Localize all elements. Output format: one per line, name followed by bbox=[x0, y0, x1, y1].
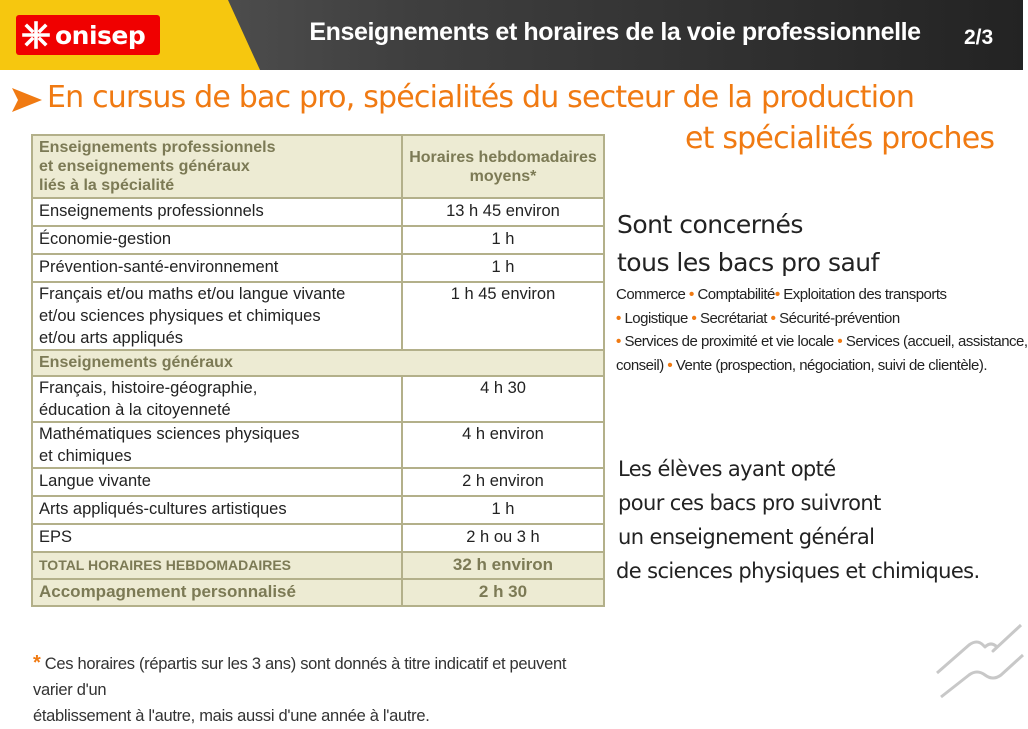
row-hours: 13 h 45 environ bbox=[402, 198, 604, 226]
table-row bbox=[32, 468, 604, 496]
row-label bbox=[32, 422, 402, 468]
label-line: et chimiques bbox=[39, 447, 132, 465]
footnote bbox=[33, 650, 608, 729]
label-line: Français et/ou maths et/ou langue vivante bbox=[39, 285, 346, 303]
table-row bbox=[32, 524, 604, 552]
table-total-row bbox=[32, 552, 604, 579]
section-title-line2: et spécialités proches bbox=[685, 121, 995, 156]
table-row bbox=[32, 226, 604, 254]
eleves-line: de sciences physiques et chimiques. bbox=[616, 559, 980, 583]
bac-item: conseil) bbox=[616, 356, 664, 374]
arrow-right-icon bbox=[12, 88, 42, 112]
label-line: éducation à la citoyenneté bbox=[39, 401, 231, 419]
bac-item: Vente (prospection, négociation, suivi de clientèle). bbox=[675, 356, 988, 374]
row-label: EPS bbox=[32, 524, 402, 552]
accompagnement-hours: 2 h 30 bbox=[402, 579, 604, 606]
bac-item: Secrétariat bbox=[699, 309, 767, 327]
table-row bbox=[32, 198, 604, 226]
footnote-line1: Ces horaires (répartis sur les 3 ans) sont donnés à titre indicatif et peuvent varier d'un bbox=[33, 655, 567, 699]
bullet-icon: • bbox=[689, 286, 694, 303]
table-header-row bbox=[32, 135, 604, 198]
eleves-line: pour ces bacs pro suivront bbox=[618, 491, 881, 515]
bullet-icon: • bbox=[774, 286, 780, 303]
eleves-paragraph bbox=[618, 452, 980, 588]
row-label: Arts appliqués-cultures artistiques bbox=[32, 496, 402, 524]
bullet-icon: • bbox=[616, 309, 621, 327]
row-hours: 1 h 45 environ bbox=[402, 282, 604, 350]
table-subheader-row bbox=[32, 350, 604, 376]
bac-item: Services de proximité et vie locale bbox=[624, 333, 834, 350]
header-bar bbox=[0, 0, 1023, 70]
bullet-icon: • bbox=[837, 333, 843, 350]
row-label: Langue vivante bbox=[32, 468, 402, 496]
bac-item: Sécurité-prévention bbox=[779, 309, 900, 327]
bac-item: Commerce bbox=[616, 286, 686, 303]
bullet-icon: • bbox=[691, 309, 697, 327]
decorative-outline-icon bbox=[925, 615, 1025, 710]
eleves-line: Les élèves ayant opté bbox=[618, 457, 836, 481]
row-hours: 1 h bbox=[402, 254, 604, 282]
bac-list-line bbox=[616, 330, 1026, 354]
onisep-logo bbox=[16, 15, 160, 55]
row-label bbox=[32, 282, 402, 350]
table-row bbox=[32, 422, 604, 468]
table-header-col2 bbox=[402, 135, 604, 198]
table-header-col1 bbox=[32, 135, 402, 198]
section-title-line1: En cursus de bac pro, spécialités du secteur de la production bbox=[47, 80, 915, 115]
total-label: TOTAL HORAIRES HEBDOMADAIRES bbox=[32, 552, 402, 579]
bullet-icon: • bbox=[770, 309, 776, 327]
row-label bbox=[32, 376, 402, 422]
row-hours: 1 h bbox=[402, 496, 604, 524]
total-hours: 32 h environ bbox=[402, 552, 604, 579]
bac-item: Comptabilité bbox=[697, 286, 775, 303]
onisep-star-icon bbox=[22, 21, 50, 49]
hours-table bbox=[31, 134, 605, 607]
bac-list-line bbox=[616, 354, 1026, 378]
label-line: Mathématiques sciences physiques bbox=[39, 425, 300, 443]
concerned-heading-line2: tous les bacs pro sauf bbox=[617, 248, 879, 277]
logo-text: onisep bbox=[55, 20, 146, 50]
bac-list-line bbox=[616, 283, 1026, 307]
row-hours: 4 h environ bbox=[402, 422, 604, 468]
table-row bbox=[32, 254, 604, 282]
concerned-heading-line1: Sont concernés bbox=[617, 210, 803, 239]
page-number: 2/3 bbox=[964, 26, 994, 49]
header-line: Enseignements professionnels bbox=[39, 139, 276, 156]
table-accompagnement-row bbox=[32, 579, 604, 606]
excluded-bac-list bbox=[616, 283, 1026, 377]
row-hours: 1 h bbox=[402, 226, 604, 254]
bullet-icon: • bbox=[616, 333, 621, 350]
accompagnement-label: Accompagnement personnalisé bbox=[32, 579, 402, 606]
row-label: Économie-gestion bbox=[32, 226, 402, 254]
header-line: moyens* bbox=[469, 167, 537, 185]
bac-list-line bbox=[616, 307, 1026, 331]
bac-item: Exploitation des transports bbox=[783, 286, 947, 303]
table-row bbox=[32, 376, 604, 422]
subheader-label: Enseignements généraux bbox=[32, 350, 604, 376]
label-line: Français, histoire-géographie, bbox=[39, 379, 258, 397]
footnote-line2: établissement à l'autre, mais aussi d'une année à l'autre. bbox=[33, 707, 430, 725]
bac-item: Services (accueil, assistance, bbox=[845, 333, 1028, 350]
footnote-star: * bbox=[33, 652, 41, 674]
row-hours: 2 h environ bbox=[402, 468, 604, 496]
row-hours: 4 h 30 bbox=[402, 376, 604, 422]
row-hours: 2 h ou 3 h bbox=[402, 524, 604, 552]
table-row bbox=[32, 496, 604, 524]
row-label: Enseignements professionnels bbox=[32, 198, 402, 226]
label-line: et/ou arts appliqués bbox=[39, 329, 184, 347]
table-row bbox=[32, 282, 604, 350]
row-label: Prévention-santé-environnement bbox=[32, 254, 402, 282]
eleves-line: un enseignement général bbox=[618, 525, 875, 549]
bac-item: Logistique bbox=[624, 309, 688, 327]
bullet-icon: • bbox=[667, 356, 673, 374]
header-line: Horaires hebdomadaires bbox=[409, 148, 597, 166]
label-line: et/ou sciences physiques et chimiques bbox=[39, 307, 321, 325]
header-line: liés à la spécialité bbox=[39, 177, 175, 194]
page-title: Enseignements et horaires de la voie professionnelle bbox=[309, 18, 921, 46]
header-line: et enseignements généraux bbox=[39, 158, 250, 175]
